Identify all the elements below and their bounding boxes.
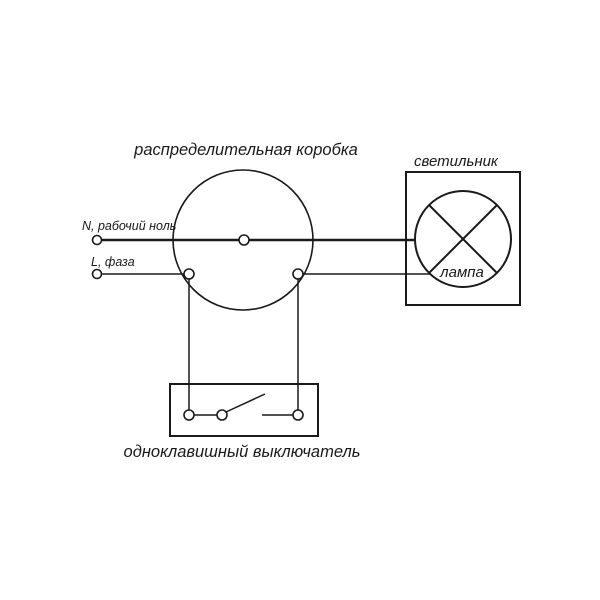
switch-label: одноклавишный выключатель xyxy=(123,443,361,461)
phase-wire-label: L, фаза xyxy=(91,255,135,269)
junction-box-label: распределительная коробка xyxy=(134,141,358,159)
junction-node-phase-right xyxy=(293,269,303,279)
neutral-wire-label: N, рабочий ноль xyxy=(82,219,177,233)
luminaire-label: светильник xyxy=(413,153,499,170)
switch-terminal-left xyxy=(184,410,194,420)
lamp-cross-icon xyxy=(429,205,497,273)
phase-terminal xyxy=(93,270,102,279)
switch-terminal-right xyxy=(293,410,303,420)
lamp-label: лампа xyxy=(440,264,484,281)
switch-terminal-middle xyxy=(217,410,227,420)
switch-blade xyxy=(226,394,265,412)
junction-node-phase-left xyxy=(184,269,194,279)
junction-node-neutral xyxy=(239,235,249,245)
neutral-terminal xyxy=(93,236,102,245)
